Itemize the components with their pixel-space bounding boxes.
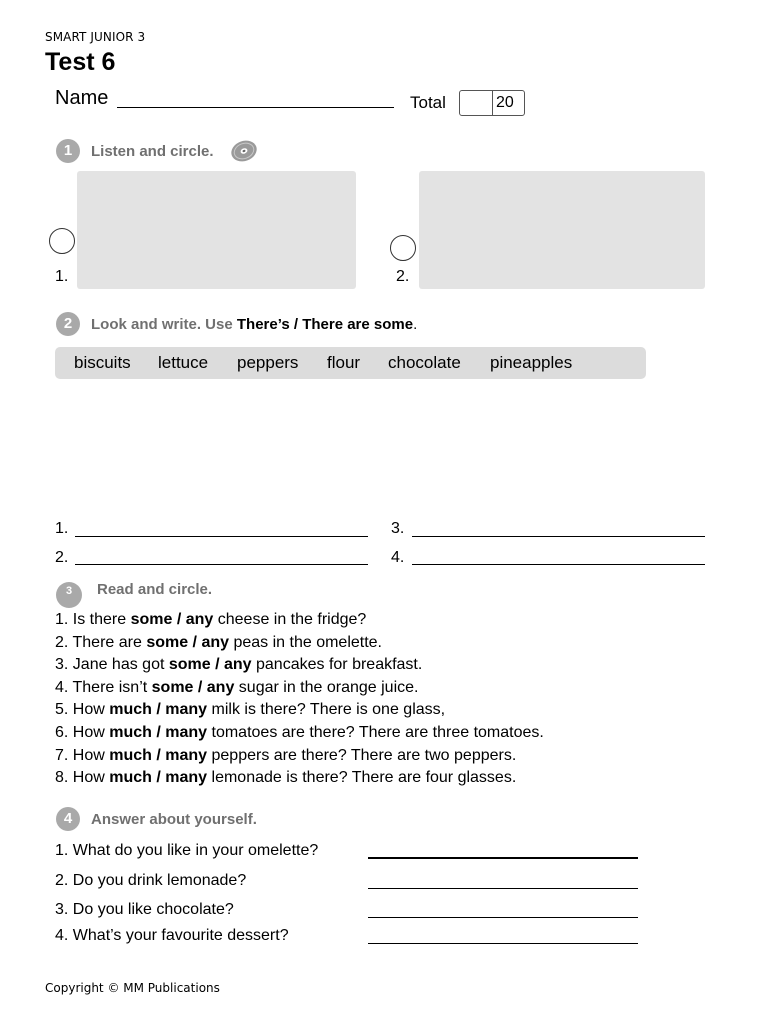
choice-options[interactable]: some / any [146, 633, 230, 651]
copyright: Copyright © MM Publications [45, 981, 220, 995]
question-1: 1. What do you like in your omelette? [55, 842, 319, 859]
word-bank [55, 347, 646, 379]
choice-options[interactable]: some / any [168, 656, 252, 674]
write-1-number: 1. [55, 520, 69, 537]
section-3-list [55, 609, 544, 790]
list-item[interactable] [55, 677, 544, 700]
word-bank-item: chocolate [388, 353, 461, 372]
section-4-title: Answer about yourself. [91, 811, 257, 828]
score-divider [492, 91, 493, 115]
item-text: 8. How [55, 769, 110, 787]
picture-2 [419, 171, 705, 289]
answer-circle-2[interactable] [390, 235, 416, 261]
total-label: Total [410, 93, 446, 112]
section-3-number: 3 [56, 582, 82, 608]
item-text: tomatoes are there? There are three tomatoes. [207, 723, 544, 741]
item-text: peppers are there? There are two peppers. [207, 746, 517, 764]
list-item[interactable] [55, 654, 544, 677]
item-text: 1. Is there [55, 611, 131, 628]
write-3-number: 3. [391, 520, 405, 537]
item-text: 5. How [55, 701, 110, 719]
choice-options[interactable]: much / many [109, 746, 208, 764]
picture-1 [77, 171, 356, 289]
total-score-box[interactable] [459, 90, 525, 116]
word-bank-item: flour [327, 353, 361, 372]
cd-icon [229, 139, 259, 163]
answer-line-1[interactable] [368, 857, 638, 859]
word-bank-item: lettuce [158, 353, 209, 372]
list-item[interactable] [55, 722, 544, 745]
word-bank-item: peppers [237, 353, 299, 372]
write-2-number: 2. [55, 549, 69, 566]
answer-circle-1[interactable] [49, 228, 75, 254]
name-field[interactable] [117, 107, 394, 108]
choice-options[interactable]: much / many [109, 769, 208, 787]
choice-options[interactable]: much / many [109, 701, 208, 719]
item-2-number: 2. [396, 268, 410, 285]
word-bank-item: pineapples [490, 353, 573, 372]
name-label: Name [55, 87, 109, 109]
item-text: 3. Jane has got [55, 656, 169, 674]
section-2-title-sep: / [289, 316, 303, 333]
choice-options[interactable]: some / any [130, 611, 214, 628]
section-2-title-bold-2: There are some [302, 316, 414, 333]
page-title: Test 6 [45, 48, 116, 76]
item-1-number: 1. [55, 268, 69, 285]
write-line-1[interactable] [75, 536, 368, 537]
total-max: 20 [496, 94, 514, 111]
word-bank-item: biscuits [74, 353, 131, 372]
item-text: peas in the omelette. [229, 633, 382, 651]
item-text: milk is there? There is one glass, [207, 701, 446, 719]
item-text: sugar in the orange juice. [234, 678, 419, 696]
item-text: pancakes for breakfast. [251, 656, 423, 674]
answer-line-3[interactable] [368, 917, 638, 918]
question-2: 2. Do you drink lemonade? [55, 872, 247, 889]
item-text: 4. There isn’t [55, 678, 152, 696]
series-label: SMART JUNIOR 3 [45, 30, 146, 44]
section-3-title: Read and circle. [97, 581, 213, 598]
section-1-number: 1 [56, 139, 80, 163]
item-text: 2. There are [55, 633, 147, 651]
item-text: 6. How [55, 723, 110, 741]
section-4-number: 4 [56, 807, 80, 831]
write-line-2[interactable] [75, 564, 368, 565]
write-line-3[interactable] [412, 536, 705, 537]
item-text: cheese in the fridge? [213, 611, 367, 628]
section-2-number: 2 [56, 312, 80, 336]
list-item[interactable] [55, 632, 544, 655]
write-4-number: 4. [391, 549, 405, 566]
choice-options[interactable]: much / many [109, 723, 208, 741]
section-2-title [91, 316, 417, 333]
choice-options[interactable]: some / any [151, 678, 235, 696]
section-2-title-bold-1: There’s [236, 316, 290, 333]
list-item[interactable] [55, 609, 544, 632]
question-4: 4. What’s your favourite dessert? [55, 927, 289, 944]
answer-line-2[interactable] [368, 888, 638, 889]
list-item[interactable] [55, 699, 544, 722]
section-2-title-prefix: Look and write. Use [91, 316, 237, 333]
write-line-4[interactable] [412, 564, 705, 565]
list-item[interactable] [55, 745, 544, 768]
item-text: 7. How [55, 746, 110, 764]
answer-line-4[interactable] [368, 943, 638, 944]
item-text: lemonade is there? There are four glasses. [207, 769, 517, 787]
section-2-title-end: . [413, 316, 418, 333]
list-item[interactable] [55, 767, 544, 790]
question-3: 3. Do you like chocolate? [55, 901, 234, 918]
section-1-title: Listen and circle. [91, 143, 214, 160]
